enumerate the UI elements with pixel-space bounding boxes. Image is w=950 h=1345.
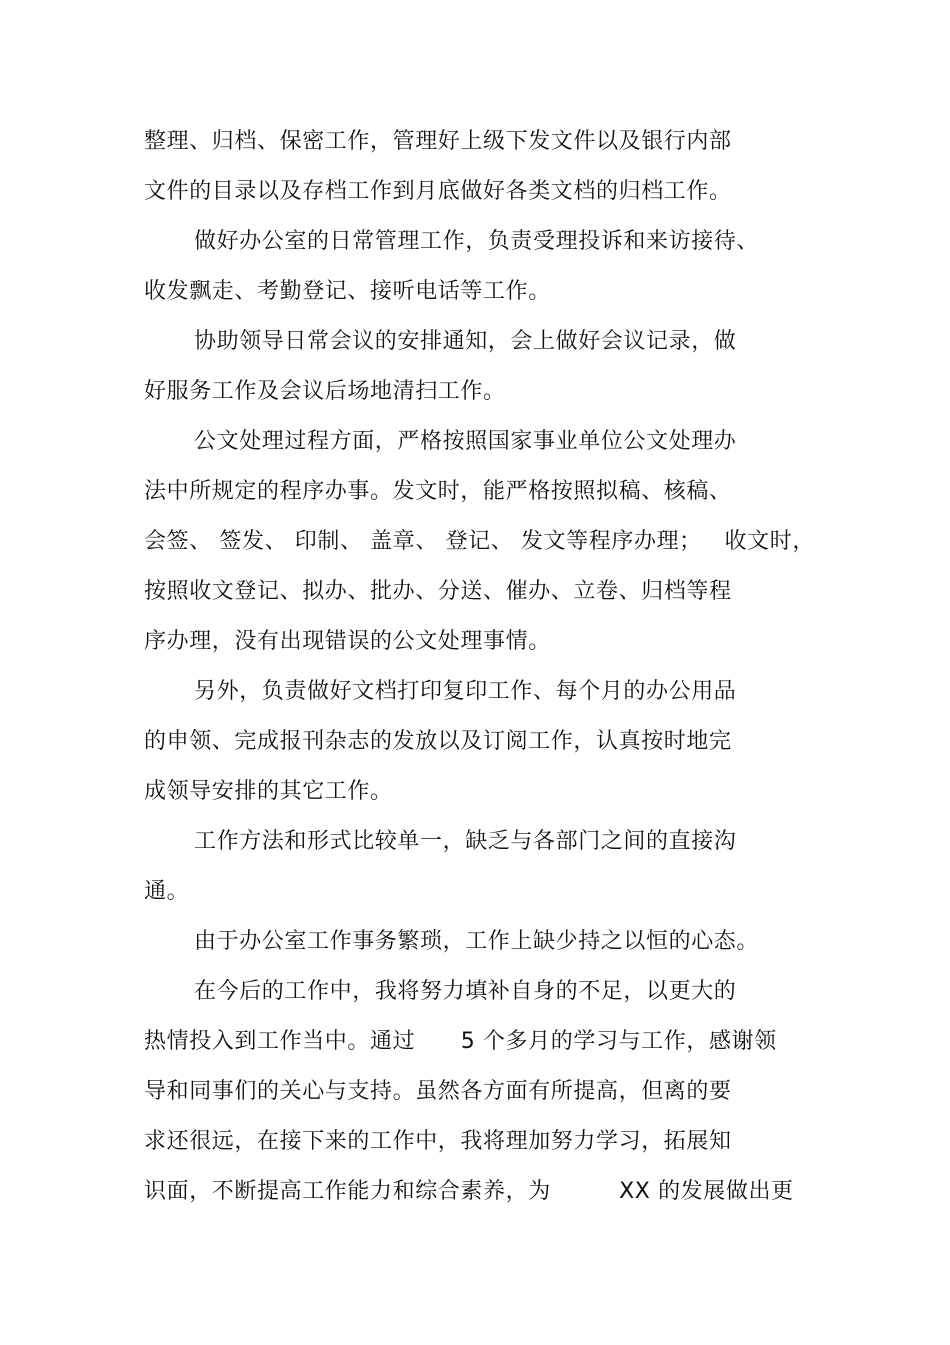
text-line: 识面，不断提高工作能力和综合素养，为 XX 的发展做出更 [144, 1179, 794, 1204]
paragraph-start: 由于办公室工作事务繁琐，工作上缺少持之以恒的心态。 [194, 929, 760, 954]
paragraph-start: 在今后的工作中，我将努力填补自身的不足，以更大的 [194, 979, 737, 1004]
text-line: 的申领、完成报刊杂志的发放以及订阅工作，认真按时地完 [144, 729, 732, 754]
text-line: 成领导安排的其它工作。 [144, 779, 393, 804]
text-line: 通。 [144, 879, 190, 904]
paragraph-start: 另外，负责做好文档打印复印工作、每个月的办公用品 [194, 679, 737, 704]
paragraph-start: 工作方法和形式比较单一，缺乏与各部门之间的直接沟 [194, 829, 737, 854]
text-line: 求还很远，在接下来的工作中，我将理加努力学习，拓展知 [144, 1129, 732, 1154]
text-line: 收发飘走、考勤登记、接听电话等工作。 [144, 279, 551, 304]
text-line: 导和同事们的关心与支持。虽然各方面有所提高，但离的要 [144, 1079, 732, 1104]
text-line: 法中所规定的程序办事。发文时，能严格按照拟稿、核稿、 [144, 479, 732, 504]
paragraph-start: 做好办公室的日常管理工作，负责受理投诉和来访接待、 [194, 229, 760, 254]
text-line: 好服务工作及会议后场地清扫工作。 [144, 379, 506, 404]
paragraph-start: 公文处理过程方面，严格按照国家事业单位公文处理办 [194, 429, 737, 454]
text-line: 序办理，没有出现错误的公文处理事情。 [144, 629, 551, 654]
text-line: 会签、 签发、 印制、 盖章、 登记、 发文等程序办理； 收文时， [144, 529, 815, 554]
paragraph-start: 协助领导日常会议的安排通知，会上做好会议记录，做 [194, 329, 737, 354]
text-line: 热情投入到工作当中。通过 5 个多月的学习与工作，感谢领 [144, 1029, 777, 1054]
text-line: 按照收文登记、拟办、批办、分送、催办、立卷、归档等程 [144, 579, 732, 604]
text-line: 整理、归档、保密工作，管理好上级下发文件以及银行内部 [144, 129, 732, 154]
text-line: 文件的目录以及存档工作到月底做好各类文档的归档工作。 [144, 179, 732, 204]
